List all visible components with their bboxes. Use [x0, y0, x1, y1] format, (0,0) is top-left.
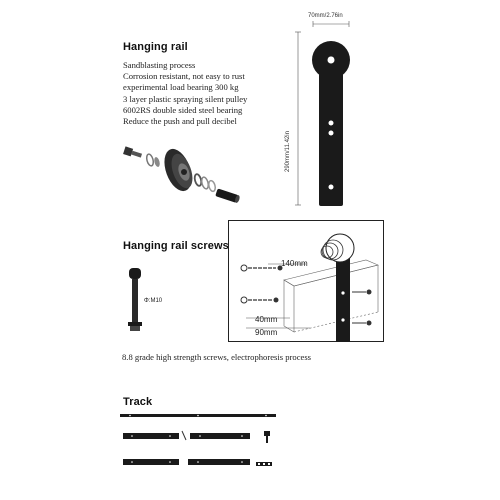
screw-diameter-label: Φ:M10 — [144, 298, 163, 304]
hanger-bracket-drawing — [285, 10, 375, 220]
height-dimension-label: 290mm/11.42in — [285, 131, 291, 172]
screws-caption: 8.8 grade high strength screws, electrophoresis process — [122, 352, 312, 362]
spec-item: experimental load bearing 300 kg — [123, 82, 239, 93]
spec-item: Sandblasting process — [123, 60, 196, 70]
track-title: Track — [123, 396, 153, 408]
width-dimension-label: 70mm/2.76in — [308, 13, 343, 19]
spec-item: 6002RS double sided steel bearing — [123, 104, 243, 115]
hanging-rail-spec-list — [123, 60, 247, 127]
screw-drawing — [125, 265, 145, 335]
spec-item: Corrosion resistant, not easy to rust — [123, 71, 245, 82]
spec-item: 3 layer plastic spraying silent pulley — [123, 93, 248, 104]
length-140-label: 140mm — [281, 259, 308, 268]
length-40-label: 40mm — [255, 315, 278, 324]
pulley-exploded-view — [120, 140, 250, 215]
screw-installation-diagram — [228, 220, 384, 342]
hanging-rail-title: Hanging rail — [123, 41, 188, 53]
spec-item: Reduce the push and pull decibel — [123, 116, 237, 127]
track-parts-drawing — [120, 410, 280, 470]
screws-title: Hanging rail screws — [123, 240, 229, 252]
length-90-label: 90mm — [255, 328, 278, 337]
